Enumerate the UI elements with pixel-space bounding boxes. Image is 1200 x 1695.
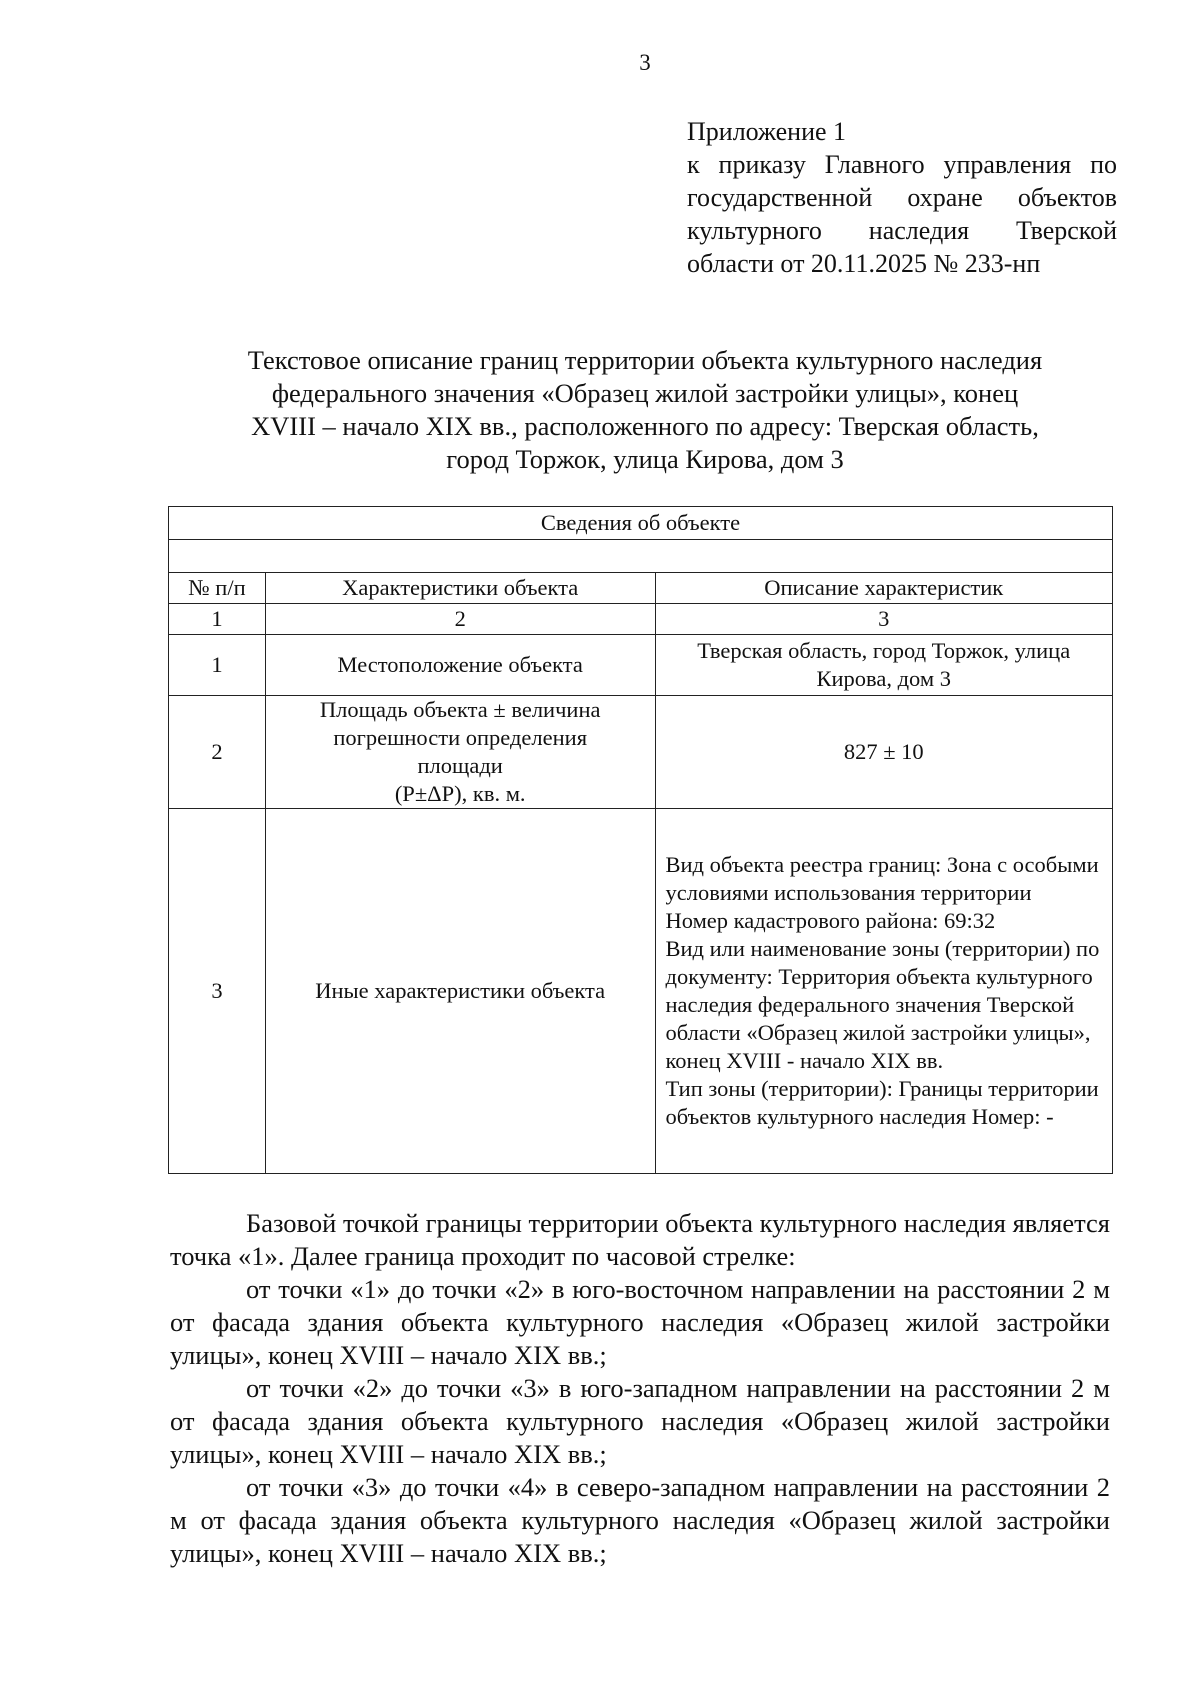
- column-number-row: [169, 604, 1113, 635]
- row-name-line: (Р±ΔР), кв. м.: [394, 781, 526, 806]
- row-desc: [655, 809, 1113, 1174]
- appendix-line: государственной охране объектов: [687, 183, 1117, 212]
- row-name: Иные характеристики объекта: [265, 809, 655, 1174]
- paragraph: от точки «1» до точки «2» в юго-восточном направлении на расстоянии 2 м от фасада здания объекта культурного наследия «Образец жилой застройки улицы», конец XVIII – начало XIX вв.;: [170, 1274, 1110, 1370]
- body-text: [170, 1207, 1110, 1570]
- paragraph: от точки «2» до точки «3» в юго-западном направлении на расстоянии 2 м от фасада здания объекта культурного наследия «Образец жилой застройки улицы», конец XVIII – начало XIX вв.;: [170, 1373, 1110, 1469]
- desc-line: Вид или наименование зоны (территории) по документу: Территория объекта культурного наследия федерального значения Тверской области «Образец жилой застройки улицы», конец XVIII - начало XIX вв.: [665, 936, 1100, 1073]
- table-header-row: [169, 573, 1113, 604]
- row-number: 2: [169, 696, 266, 809]
- object-info-table: [168, 506, 1113, 1174]
- paragraph: от точки «3» до точки «4» в северо-западном направлении на расстоянии 2 м от фасада здания объекта культурного наследия «Образец жилой застройки улицы», конец XVIII – начало XIX вв.;: [170, 1472, 1110, 1568]
- title-line: город Торжок, улица Кирова, дом 3: [446, 444, 844, 474]
- appendix-line: к приказу Главного управления по: [687, 150, 1117, 179]
- paragraph: Базовой точкой границы территории объекта культурного наследия является точка «1». Далее граница проходит по часовой стрелке:: [170, 1208, 1110, 1271]
- table-spacer-row: [169, 540, 1113, 573]
- table-row: [169, 809, 1113, 1174]
- desc-line: Вид объекта реестра границ: Зона с особыми условиями использования территории: [665, 852, 1099, 905]
- row-number: 3: [169, 809, 266, 1174]
- table-row: [169, 696, 1113, 809]
- table-row: [169, 635, 1113, 696]
- title-line: XVIII – начало XIX вв., расположенного по адресу: Тверская область,: [251, 411, 1039, 441]
- row-name: [265, 696, 655, 809]
- column-number-cell: 2: [265, 604, 655, 635]
- appendix-line: культурного наследия Тверской: [687, 216, 1117, 245]
- appendix-line: области от 20.11.2025 № 233-нп: [687, 249, 1041, 278]
- appendix-title: Приложение 1: [687, 117, 847, 146]
- desc-line: Тип зоны (территории): Границы территории объектов культурного наследия Номер: -: [665, 1076, 1099, 1129]
- column-number-cell: 3: [655, 604, 1113, 635]
- table-caption-row: [169, 507, 1113, 540]
- row-desc: Тверская область, город Торжок, улица Кирова, дом 3: [655, 635, 1113, 696]
- page-number: 3: [639, 50, 651, 75]
- table-spacer-cell: [169, 540, 1113, 573]
- title-line: федерального значения «Образец жилой застройки улицы», конец: [271, 378, 1019, 408]
- header-cell: № п/п: [169, 573, 266, 604]
- row-name-line: погрешности определения: [333, 725, 588, 750]
- desc-line: Номер кадастрового района: 69:32: [665, 908, 996, 933]
- table-caption: Сведения об объекте: [169, 507, 1113, 540]
- title-line: Текстовое описание границ территории объекта культурного наследия: [247, 345, 1043, 375]
- header-cell: Описание характеристик: [655, 573, 1113, 604]
- column-number-cell: 1: [169, 604, 266, 635]
- row-name-line: площади: [417, 753, 503, 778]
- row-number: 1: [169, 635, 266, 696]
- appendix-header: [687, 115, 1117, 280]
- row-name: Местоположение объекта: [265, 635, 655, 696]
- row-name-line: Площадь объекта ± величина: [319, 697, 601, 722]
- header-cell: Характеристики объекта: [265, 573, 655, 604]
- row-desc: 827 ± 10: [655, 696, 1113, 809]
- document-title: [165, 344, 1125, 476]
